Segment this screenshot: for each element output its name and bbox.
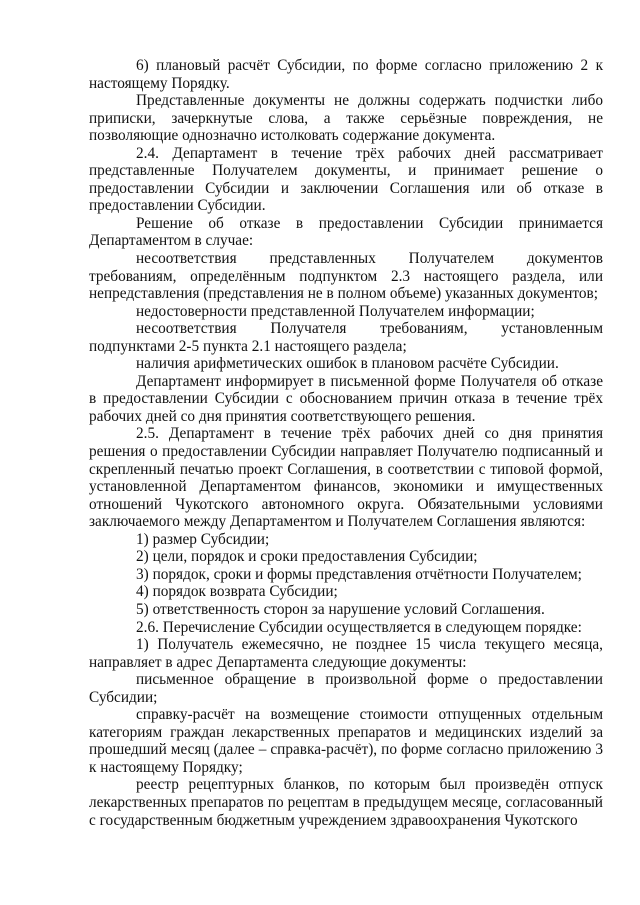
paragraph-refusal-reason-unreliability: недостоверности представленной Получателем информации;	[136, 302, 535, 320]
paragraph-refusal-reason-arithmetic: наличия арифметических ошибок в плановом расчёте Субсидии.	[136, 355, 559, 373]
list-item-condition-5: 5) ответственность сторон за нарушение условий Соглашения.	[136, 600, 545, 618]
paragraph-plan-calculation: 6) плановый расчёт Субсидии, по форме согласно приложению 2 к настоящему Порядку.	[89, 57, 603, 92]
list-item-condition-1: 1) размер Субсидии;	[136, 530, 270, 548]
paragraph-refusal-reason-requirements: несоответствия Получателя требованиям, установленным подпунктами 2-5 пункта 2.1 настоящего раздела;	[89, 320, 603, 355]
document-page	[89, 57, 603, 829]
paragraph-refusal-notification: Департамент информирует в письменной форме Получателя об отказе в предоставлении Субсидии с обоснованием причин отказа в течение трёх рабочих дней со дня принятия соответствующего решения.	[89, 372, 603, 425]
list-item-condition-2: 2) цели, порядок и сроки предоставления Субсидии;	[136, 548, 478, 566]
list-item-condition-3: 3) порядок, сроки и формы представления отчётности Получателем;	[136, 565, 582, 583]
paragraph-2-5: 2.5. Департамент в течение трёх рабочих дней со дня принятия решения о предоставлении Субсидии направляет Получателю подписанный и скрепленный печатью проект Соглашения, в соответствии с типовой формой, установленной Департаментом финансов, экономики и имущественных отношений Чукотского автономного округа. Обязательными условиями заключаемого между Департаментом и Получателем Соглашения являются:	[89, 425, 603, 531]
paragraph-2-6-1: 1) Получатель ежемесячно, не позднее 15 числа текущего месяца, направляет в адрес Департамента следующие документы:	[89, 636, 603, 671]
paragraph-calculation-certificate: справку-расчёт на возмещение стоимости отпущенных отдельным категориям граждан лекарственных препаратов и медицинских изделий за прошедший месяц (далее – справка-расчёт), по форме согласно приложению 3 к настоящему Порядку;	[89, 706, 603, 776]
paragraph-prescription-register: реестр рецептурных бланков, по которым был произведён отпуск лекарственных препаратов по рецептам в предыдущем месяце, согласованный с государственным бюджетным учреждением здравоохранения Чукотского	[89, 776, 603, 829]
paragraph-refusal-decision: Решение об отказе в предоставлении Субсидии принимается Департаментом в случае:	[89, 214, 603, 250]
paragraph-document-requirements: Представленные документы не должны содержать подчистки либо приписки, зачеркнутые слова, а также серьёзные повреждения, не позволяющие однозначно истолковать содержание документа.	[89, 92, 603, 145]
list-item-condition-4: 4) порядок возврата Субсидии;	[136, 583, 338, 601]
paragraph-written-request: письменное обращение в произвольной форме о предоставлении Субсидии;	[89, 671, 603, 706]
paragraph-refusal-reason-nonconformity: несоответствия представленных Получателем документов требованиям, определённым подпунктом 2.3 настоящего раздела, или непредставления (представления не в полном объеме) указанных документов;	[89, 250, 603, 303]
paragraph-2-4: 2.4. Департамент в течение трёх рабочих дней рассматривает представленные Получателем документы, и принимает решение о предоставлении Субсидии и заключении Соглашения или об отказе в предоставлении Субсидии.	[89, 144, 603, 215]
paragraph-2-6: 2.6. Перечисление Субсидии осуществляется в следующем порядке:	[136, 618, 582, 636]
